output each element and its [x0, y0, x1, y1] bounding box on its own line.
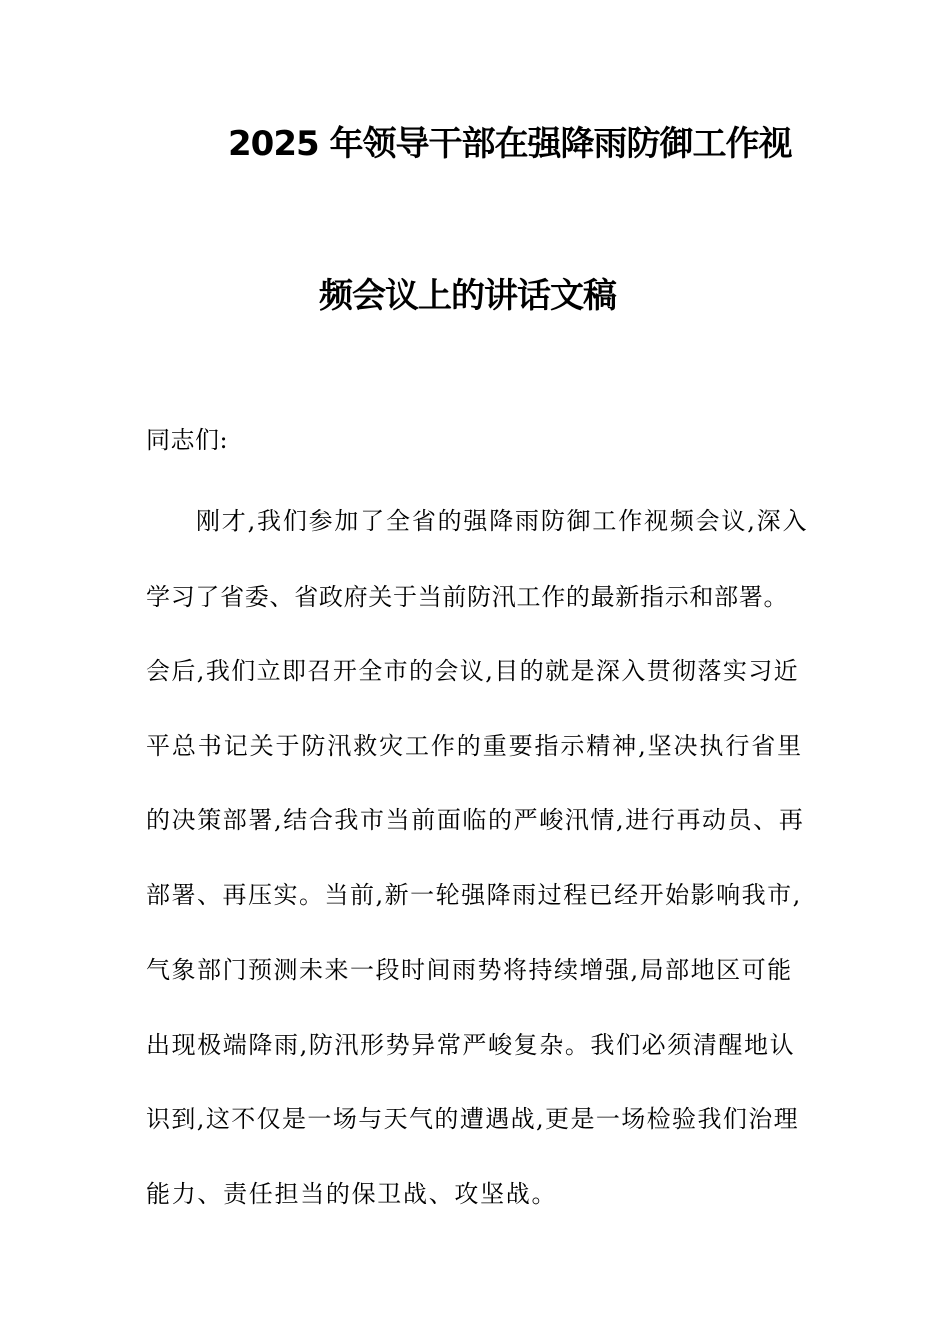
paragraph-line: 能力、责任担当的保卫战、攻坚战。 — [146, 1180, 558, 1208]
salutation: 同志们: — [146, 426, 229, 454]
paragraph-line: 识到,这不仅是一场与天气的遭遇战,更是一场检验我们治理 — [146, 1105, 800, 1133]
document-title-line-1: 2025 年领导干部在强降雨防御工作视 — [228, 124, 792, 164]
paragraph-line: 平总书记关于防汛救灾工作的重要指示精神,坚决执行省里 — [146, 732, 804, 760]
paragraph-line: 学习了省委、省政府关于当前防汛工作的最新指示和部署。 — [146, 583, 789, 611]
paragraph-line: 部署、再压实。当前,新一轮强降雨过程已经开始影响我市, — [146, 881, 802, 909]
paragraph-line: 的决策部署,结合我市当前面临的严峻汛情,进行再动员、再 — [146, 806, 805, 834]
paragraph-line: 刚才,我们参加了全省的强降雨防御工作视频会议,深入 — [196, 507, 809, 535]
document-title-line-2: 频会议上的讲话文稿 — [319, 276, 616, 316]
paragraph-line: 出现极端降雨,防汛形势异常严峻复杂。我们必须清醒地认 — [146, 1031, 796, 1059]
paragraph-line: 气象部门预测未来一段时间雨势将持续增强,局部地区可能 — [146, 956, 793, 984]
paragraph-line: 会后,我们立即召开全市的会议,目的就是深入贯彻落实习近 — [146, 657, 800, 685]
